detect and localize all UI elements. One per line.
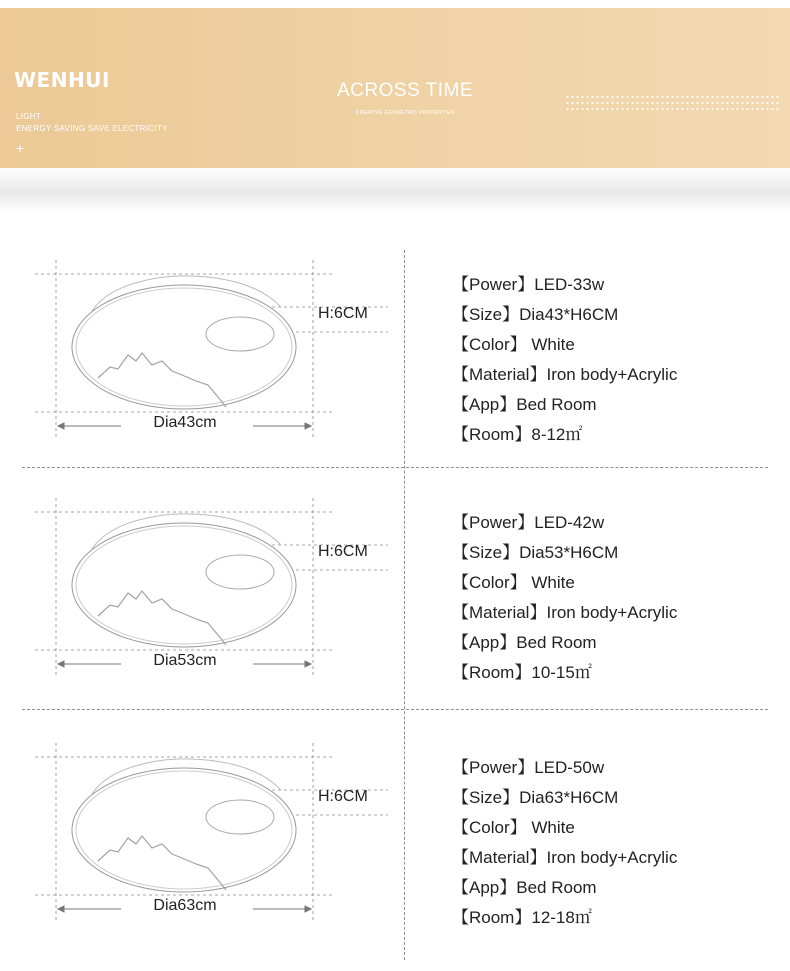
diameter-label: Dia43cm — [153, 414, 217, 431]
spec-material: 【 Material 】 Iron body+Acrylic — [452, 598, 677, 628]
spec-size: 【 Size 】 Dia43*H6CM — [452, 300, 677, 330]
spec-power: 【 Power 】 LED-50w — [452, 753, 677, 783]
spec-list — [452, 753, 677, 933]
spec-list — [452, 270, 677, 450]
banner-shadow — [0, 168, 790, 212]
diameter-label: Dia63cm — [153, 897, 217, 914]
product-section-3 — [0, 740, 790, 970]
spec-size: 【 Size 】 Dia63*H6CM — [452, 783, 677, 813]
spec-power: 【 Power 】 LED-33w — [452, 270, 677, 300]
plus-icon: + — [16, 140, 25, 156]
brand-tagline-2: ENERGY SAVING SAVE ELECTRICITY — [16, 124, 168, 133]
spec-list — [452, 508, 677, 688]
brand-logo: WENHUI — [14, 68, 110, 92]
spec-app: 【 App 】 Bed Room — [452, 873, 677, 903]
banner-subtitle: CREATIVE GEOMETRIC PROPERTIES — [355, 110, 455, 116]
height-label: H:6CM — [318, 543, 368, 560]
spec-app: 【 App 】 Bed Room — [452, 390, 677, 420]
spec-color: 【 Color 】 White — [452, 568, 677, 598]
spec-material: 【 Material 】 Iron body+Acrylic — [452, 360, 677, 390]
header-banner — [0, 8, 790, 168]
banner-title: ACROSS TIME — [336, 80, 474, 101]
product-section-2 — [0, 495, 790, 725]
lamp-illustration — [72, 759, 296, 892]
spec-size: 【 Size 】 Dia53*H6CM — [452, 538, 677, 568]
lamp-illustration — [72, 276, 296, 409]
spec-color: 【 Color 】 White — [452, 330, 677, 360]
spec-color: 【 Color 】 White — [452, 813, 677, 843]
spec-room: 【 Room 】 12-18㎡ — [452, 903, 677, 933]
spec-power: 【 Power 】 LED-42w — [452, 508, 677, 538]
spec-room: 【 Room 】 8-12㎡ — [452, 420, 677, 450]
spec-app: 【 App 】 Bed Room — [452, 628, 677, 658]
brand-tagline-1: LIGHT — [16, 112, 42, 121]
height-label: H:6CM — [318, 788, 368, 805]
spec-room: 【 Room 】 10-15㎡ — [452, 658, 677, 688]
product-section-1 — [0, 257, 790, 487]
dot-pattern — [565, 94, 780, 112]
spec-material: 【 Material 】 Iron body+Acrylic — [452, 843, 677, 873]
diameter-label: Dia53cm — [153, 652, 217, 669]
lamp-illustration — [72, 514, 296, 647]
height-label: H:6CM — [318, 305, 368, 322]
